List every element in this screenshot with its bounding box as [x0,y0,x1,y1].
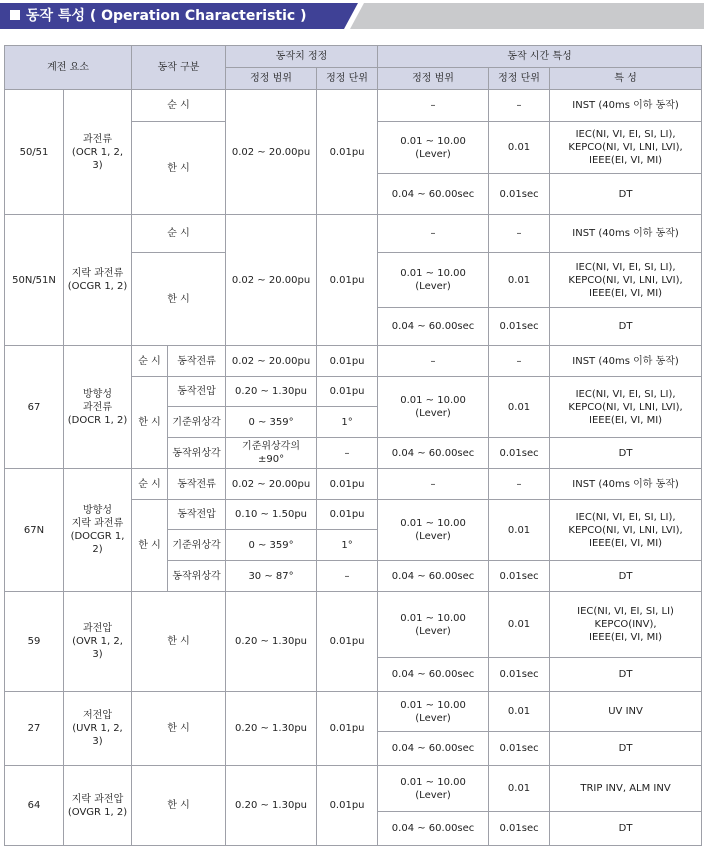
pickup-range: 0 ~ 359° [226,407,317,438]
curve-text: IEC(NI, VI, EI, SI, LI), [575,511,676,523]
time-range: 0.04 ~ 60.00sec [378,174,489,215]
curve-text: IEC(NI, VI, EI, SI, LI) [577,606,674,617]
table-header-row [5,46,702,68]
characteristic [550,377,702,438]
lever-range-text: 0.01 ~ 10.00 [400,518,466,529]
lever-text: (Lever) [415,531,451,542]
section-banner [0,0,704,34]
characteristic: DT [550,561,702,592]
characteristic [550,500,702,561]
relay-name-text: 과전류 [83,133,112,145]
header-time-char: 동작 시간 특성 [378,46,702,68]
relay-name-text: 방향성 [83,388,112,400]
table-row [5,90,702,122]
pickup-unit: 0.01pu [317,215,378,346]
characteristic: DT [550,308,702,346]
relay-sub-text: (DOCR 1, 2) [67,414,128,426]
relay-name-text: 지락 과전류 [71,268,124,279]
time-unit: – [489,346,550,377]
relay-sub-text: (OVR 1, 2, 3) [72,636,123,660]
time-unit: 0.01 [489,692,550,732]
lever-text: (Lever) [415,712,451,724]
op-voltage: 동작전압 [168,377,226,407]
characteristic: DT [550,812,702,846]
op-current: 동작전류 [168,469,226,500]
header-time-unit: 정정 단위 [489,68,550,90]
relay-name [64,592,132,692]
relay-code: 67N [5,469,64,592]
relay-name-text: 지락 과전압 [71,793,124,805]
relay-code: 59 [5,592,64,692]
lever-text: (Lever) [415,789,451,801]
pickup-range: 0.20 ~ 1.30pu [226,592,317,692]
ref-phase: 기준위상각 [168,530,226,561]
lever-text: (Lever) [415,625,451,637]
relay-code: 64 [5,766,64,846]
curve-text: IEC(NI, VI, EI, SI, LI), [575,388,676,400]
pickup-range: 0.20 ~ 1.30pu [226,766,317,846]
relay-sub-text: (OCR 1, 2, 3) [71,146,124,171]
curve-text: IEEE(EI, VI, MI) [589,287,663,299]
characteristic [550,253,702,308]
time-unit: 0.01 [489,500,550,561]
time-unit: – [489,215,550,253]
op-time: 한 시 [132,692,226,766]
square-bullet-icon [10,10,20,20]
pickup-range: 30 ~ 87° [226,561,317,592]
pickup-unit: 0.01pu [317,469,378,500]
curve-text: IEC(NI, VI, EI, SI, LI), [575,129,676,140]
pickup-unit: 1° [317,407,378,438]
time-range: 0.04 ~ 60.00sec [378,732,489,766]
relay-name-text: 저전압 [83,710,112,721]
time-range [378,692,489,732]
pickup-range: 0 ~ 359° [226,530,317,561]
pickup-range: 0.02 ~ 20.00pu [226,469,317,500]
characteristic: DT [550,658,702,692]
curve-text: KEPCO(NI, VI, LNI, LVI), [568,274,683,286]
relay-sub-text: (OCGR 1, 2) [67,281,128,292]
time-range [378,377,489,438]
pickup-unit: 0.01pu [317,592,378,692]
pickup-unit: 1° [317,530,378,561]
lever-text: (Lever) [415,281,451,292]
time-unit: 0.01 [489,592,550,658]
pickup-unit: 0.01pu [317,90,378,215]
lever-text: (Lever) [415,148,451,160]
op-time: 한 시 [132,500,168,592]
curve-text: KEPCO(INV), [594,619,657,630]
relay-code: 27 [5,692,64,766]
time-range [378,766,489,812]
header-time-range: 정정 범위 [378,68,489,90]
time-range: 0.04 ~ 60.00sec [378,308,489,346]
pickup-unit: 0.01pu [317,766,378,846]
relay-name-text: 과전류 [83,401,112,413]
relay-sub-text: (UVR 1, 2, 3) [72,723,123,747]
op-phase: 동작위상각 [168,438,226,469]
time-unit: – [489,90,550,122]
header-relay: 계전 요소 [5,46,132,90]
curve-text: IEEE(EI, VI, MI) [589,414,663,426]
time-unit: 0.01sec [489,812,550,846]
time-unit: 0.01sec [489,308,550,346]
op-current: 동작전류 [168,346,226,377]
section-title [10,3,306,29]
lever-range-text: 0.01 ~ 10.00 [400,612,466,624]
op-time: 한 시 [132,377,168,469]
time-range: 0.04 ~ 60.00sec [378,658,489,692]
op-voltage: 동작전압 [168,500,226,530]
pickup-unit: – [317,438,378,469]
table-row [5,692,702,732]
time-unit: 0.01sec [489,658,550,692]
op-time: 한 시 [132,122,226,215]
pickup-range: 0.02 ~ 20.00pu [226,215,317,346]
op-time: 한 시 [132,253,226,346]
section-title-text: 동작 특성 ( Operation Characteristic ) [26,8,307,24]
curve-text: IEEE(EI, VI, MI) [589,537,663,549]
header-pickup-range: 정정 범위 [226,68,317,90]
time-range: 0.04 ~ 60.00sec [378,561,489,592]
relay-code: 50N/51N [5,215,64,346]
time-range: 0.04 ~ 60.00sec [378,812,489,846]
table-row [5,346,702,377]
curve-text: IEC(NI, VI, EI, SI, LI), [575,261,676,273]
lever-range-text: 0.01 ~ 10.00 [400,135,466,147]
time-unit: 0.01sec [489,438,550,469]
lever-text: (Lever) [415,408,451,419]
relay-name [64,215,132,346]
lever-range-text: 0.01 ~ 10.00 [400,776,466,788]
pickup-range: 0.20 ~ 1.30pu [226,692,317,766]
time-range [378,253,489,308]
pickup-unit: 0.01pu [317,377,378,407]
characteristic: INST (40ms 이하 동작) [550,215,702,253]
pickup-range: 0.02 ~ 20.00pu [226,346,317,377]
relay-sub-text: (DOCGR 1, 2) [70,531,125,555]
characteristic: INST (40ms 이하 동작) [550,90,702,122]
relay-name-text: 방향성 [83,505,112,516]
curve-text: KEPCO(NI, VI, LNI, LVI), [568,401,683,413]
lever-range-text: 0.01 ~ 10.00 [400,268,466,279]
time-range [378,500,489,561]
relay-name-text: 지락 과전류 [71,518,124,529]
curve-text: KEPCO(NI, VI, LNI, LVI), [568,142,683,153]
curve-text: IEEE(EI, VI, MI) [589,632,663,643]
pickup-range: 0.10 ~ 1.50pu [226,500,317,530]
characteristic [550,592,702,658]
characteristic: TRIP INV, ALM INV [550,766,702,812]
header-op-class: 동작 구분 [132,46,226,90]
time-range: – [378,346,489,377]
time-unit: 0.01 [489,122,550,174]
time-range [378,122,489,174]
table-row [5,766,702,812]
banner-light-bar [350,3,704,29]
time-unit: 0.01 [489,377,550,438]
relay-name [64,346,132,469]
characteristic: UV INV [550,692,702,732]
characteristic: DT [550,732,702,766]
time-range: – [378,469,489,500]
ref-phase: 기준위상각 [168,407,226,438]
curve-text: KEPCO(NI, VI, LNI, LVI), [568,524,683,536]
pickup-range: 기준위상각의 ±90° [226,438,317,469]
pickup-unit: 0.01pu [317,500,378,530]
relay-name [64,90,132,215]
operation-characteristic-table [4,45,702,846]
characteristic: DT [550,174,702,215]
pickup-unit: 0.01pu [317,346,378,377]
time-unit: 0.01sec [489,561,550,592]
op-inst: 순 시 [132,469,168,500]
characteristic: INST (40ms 이하 동작) [550,469,702,500]
time-unit: 0.01 [489,253,550,308]
time-range [378,592,489,658]
relay-name-text: 과전압 [83,623,112,634]
time-range: 0.04 ~ 60.00sec [378,438,489,469]
op-time: 한 시 [132,592,226,692]
relay-name [64,766,132,846]
characteristic: DT [550,438,702,469]
time-unit: 0.01 [489,766,550,812]
op-time: 한 시 [132,766,226,846]
lever-range-text: 0.01 ~ 10.00 [400,395,466,406]
time-range: – [378,90,489,122]
pickup-unit: – [317,561,378,592]
relay-code: 50/51 [5,90,64,215]
pickup-range: 0.20 ~ 1.30pu [226,377,317,407]
lever-range-text: 0.01 ~ 10.00 [400,699,466,711]
time-unit: 0.01sec [489,732,550,766]
relay-name [64,692,132,766]
table-row [5,215,702,253]
header-characteristic: 특 성 [550,68,702,90]
pickup-range: 0.02 ~ 20.00pu [226,90,317,215]
time-range: – [378,215,489,253]
header-pickup-unit: 정정 단위 [317,68,378,90]
relay-sub-text: (OVGR 1, 2) [67,806,128,818]
characteristic: INST (40ms 이하 동작) [550,346,702,377]
pickup-unit: 0.01pu [317,692,378,766]
op-inst: 순 시 [132,215,226,253]
characteristic [550,122,702,174]
table-row [5,469,702,500]
op-phase: 동작위상각 [168,561,226,592]
header-pickup: 동작치 정정 [226,46,378,68]
relay-code: 67 [5,346,64,469]
curve-text: IEEE(EI, VI, MI) [589,155,663,166]
table-row [5,592,702,658]
time-unit: – [489,469,550,500]
relay-name [64,469,132,592]
time-unit: 0.01sec [489,174,550,215]
op-inst: 순 시 [132,346,168,377]
op-inst: 순 시 [132,90,226,122]
